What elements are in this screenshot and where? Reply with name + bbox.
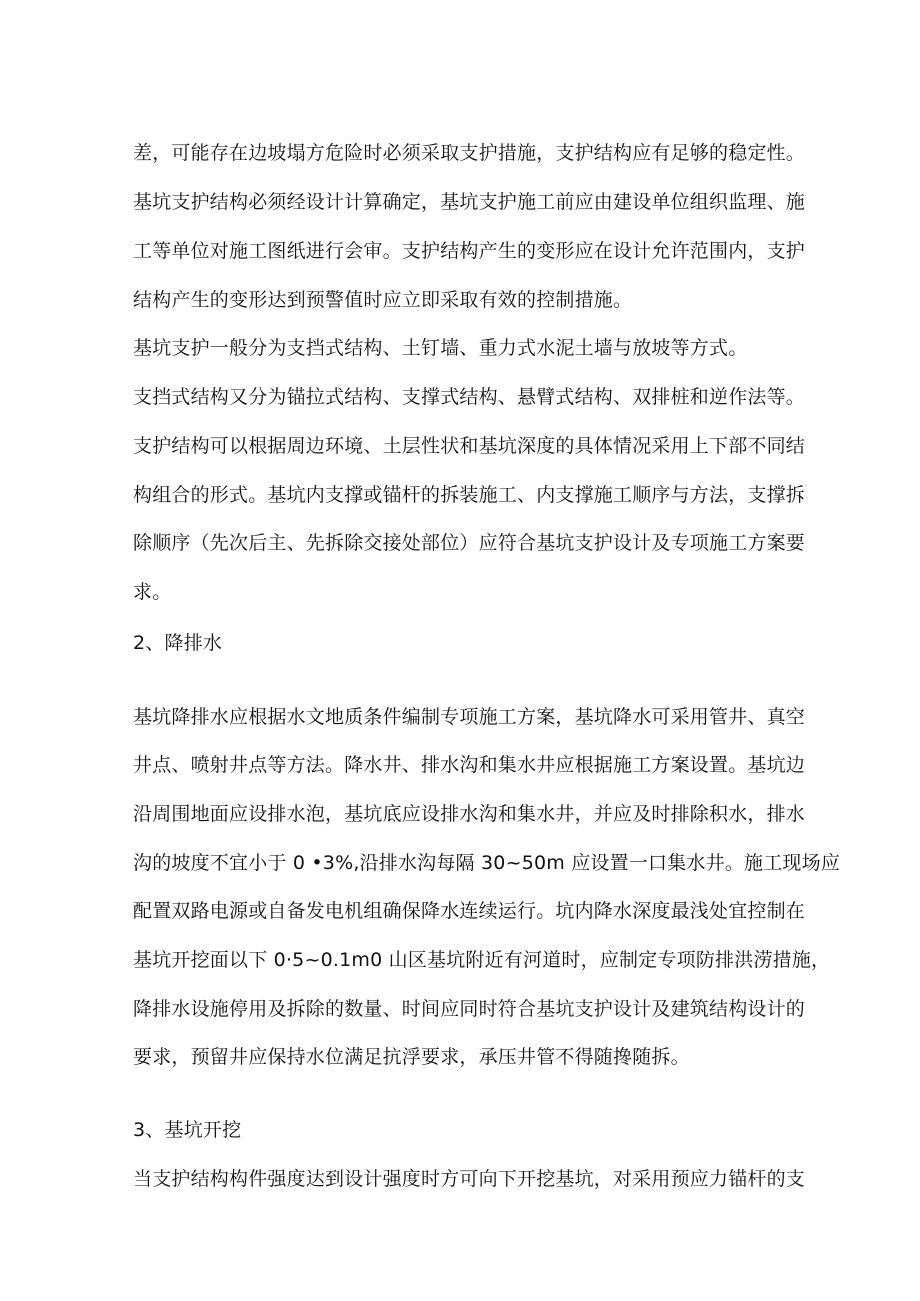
section-heading: 2、降排水	[133, 632, 223, 654]
paragraph-line: 除顺序（先次后主、先拆除交接处部位）应符合基坑支护设计及专项施工方案要	[133, 532, 806, 554]
paragraph-line: 支挡式结构又分为锚拉式结构、支撑式结构、悬臂式结构、双排桩和逆作法等。	[133, 386, 806, 408]
paragraph-line: 配置双路电源或自备发电机组确保降水连续运行。坑内降水深度最浅处宜控制在	[133, 900, 806, 922]
paragraph-line: 基坑降排水应根据水文地质条件编制专项施工方案，基坑降水可采用管井、真空	[133, 706, 806, 728]
paragraph-line: 沟的坡度不宜小于 0 •3%,沿排水沟每隔 30~50m 应设置一口集水井。施工现场应	[133, 852, 841, 874]
paragraph-line: 要求，预留井应保持水位满足抗浮要求，承压井管不得随搀随拆。	[133, 1046, 690, 1068]
paragraph-line: 工等单位对施工图纸进行会审。支护结构产生的变形应在设计允许范围内，支护	[133, 240, 806, 262]
section-heading: 3、基坑开挖	[133, 1119, 242, 1141]
paragraph-line: 基坑开挖面以下 0·5~0.1m0 山区基坑附近有河道时，应制定专项防排洪涝措施，	[133, 949, 831, 971]
paragraph-line: 井点、喷射井点等方法。降水井、排水沟和集水井应根据施工方案设置。基坑边	[133, 754, 806, 776]
paragraph-line: 基坑支护一般分为支挡式结构、土钉墙、重力式水泥土墙与放坡等方式。	[133, 337, 748, 359]
paragraph-line: 当支护结构构件强度达到设计强度时方可向下开挖基坑，对采用预应力锚杆的支	[133, 1168, 806, 1190]
paragraph-line: 构组合的形式。基坑内支撑或锚杆的拆装施工、内支撑施工顺序与方法，支撑拆	[133, 484, 806, 506]
paragraph-line: 结构产生的变形达到预警值时应立即采取有效的控制措施。	[133, 289, 633, 311]
paragraph-line: 沿周围地面应设排水泡，基坑底应设排水沟和集水井，并应及时排除积水，排水	[133, 803, 806, 825]
paragraph-line: 基坑支护结构必须经设计计算确定，基坑支护施工前应由建设单位组织监理、施	[133, 191, 806, 213]
paragraph-line: 支护结构可以根据周边环境、土层性状和基坑深度的具体情况采用上下部不同结	[133, 435, 806, 457]
paragraph-line: 降排水设施停用及拆除的数量、时间应同时符合基坑支护设计及建筑结构设计的	[133, 998, 806, 1020]
paragraph-line: 求。	[133, 581, 172, 603]
paragraph-line: 差，可能存在边坡塌方危险时必须采取支护措施，支护结构应有足够的稳定性。	[133, 142, 806, 164]
